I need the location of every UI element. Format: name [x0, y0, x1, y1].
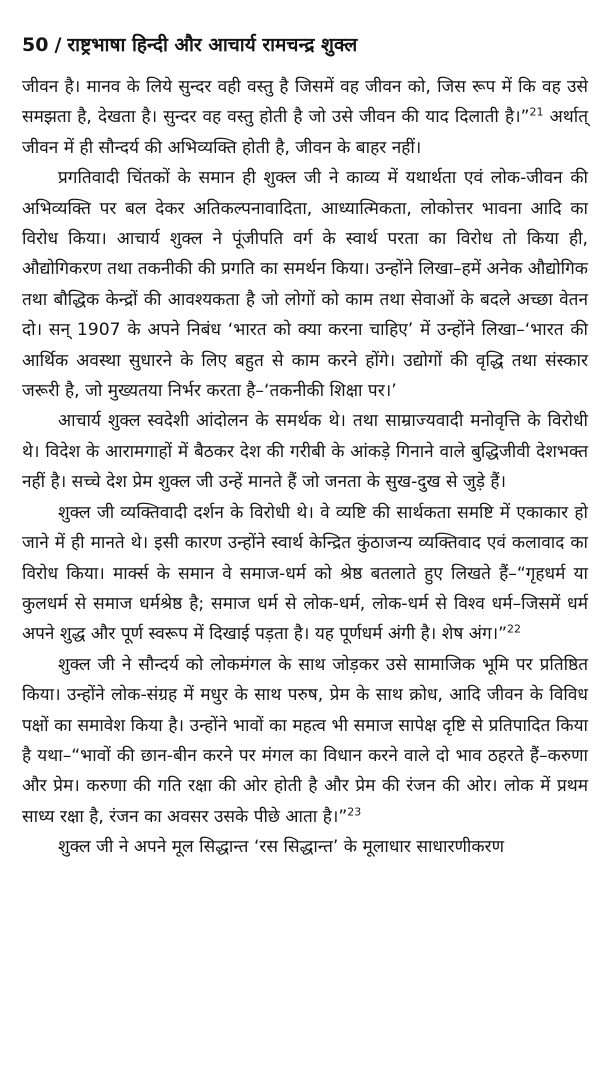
text-run: जीवन है। मानव के लिये सुन्दर वही वस्तु है जिसमें वह जीवन को, जिस रूप में कि वह उसे समझता है, देखता है। सुन्दर वह वस्तु होती है जो उसे जीवन की याद दिलाती है।” — [22, 77, 588, 128]
paragraph — [22, 163, 588, 406]
paragraph — [22, 832, 588, 862]
book-page — [22, 28, 588, 1058]
text-run: शुक्ल जी ने सौन्दर्य को लोकमंगल के साथ जोड़कर उसे सामाजिक भूमि पर प्रतिष्ठित किया। उन्होंने लोक-संग्रह में मधुर के साथ परुष, प्रेम के साथ क्रोध, आदि जीवन के विविध पक्षों का समावेश किया है। उन्होंने भावों का महत्व भी समाज सापेक्ष दृष्टि से प्रतिपादित किया है यथा–“भावों की छान-बीन करने पर मंगल का विधान करने वाले दो भाव ठहरते हैं–करुणा और प्रेम। करुणा की गति रक्षा की ओर होती है और प्रेम की रंजन की ओर। लोक में प्रथम साध्य रक्षा है, रंजन का अवसर उसके पीछे आता है।” — [22, 654, 588, 827]
paragraph — [22, 650, 588, 832]
header-separator: / — [54, 34, 62, 56]
text-run: अर्थात् जीवन में ही सौन्दर्य की अभिव्यक्ति होती है, जीवन के बाहर नहीं। — [22, 107, 588, 158]
page-number: 50 — [22, 34, 49, 56]
text-run: शुक्ल जी व्यक्तिवादी दर्शन के विरोधी थे। वे व्यष्टि की सार्थकता समष्टि में एकाकार हो जाने में ही मानते थे। इसी कारण उन्होंने स्वार्थ केन्द्रित कुंठाजन्य व्यक्तिवाद एवं कलावाद का विरोध किया। मार्क्स के समान वे समाज-धर्म को श्रेष्ठ बतलाते हुए लिखते हैं–“गृहधर्म या कुलधर्म से समाज धर्मश्रेष्ठ है; समाज धर्म से लोक-धर्म, लोक-धर्म से विश्व धर्म–जिसमें धर्म अपने शुद्ध और पूर्ण स्वरूप में दिखाई पड़ता है। यह पूर्णधर्म अंगी है। शेष अंग।” — [22, 502, 588, 645]
paragraph — [22, 406, 588, 497]
running-header — [22, 28, 588, 72]
footnote-ref: 22 — [507, 622, 522, 636]
footnote-ref: 23 — [347, 805, 362, 819]
text-run: प्रगतिवादी चिंतकों के समान ही शुक्ल जी ने काव्य में यथार्थता एवं लोक-जीवन की अभिव्यक्ति पर बल देकर अतिकल्पनावादिता, आध्यात्मिकता, लोकोत्तर भावना आदि का विरोध किया। आचार्य शुक्ल ने पूंजीपति वर्ग के स्वार्थ परता का विरोध तो किया ही, औद्योगिकरण तथा तकनीकी की प्रगति का समर्थन किया। उन्होंने लिखा–हमें अनेक औद्योगिक तथा बौद्धिक केन्द्रों की आवश्यकता है जो लोगों को काम तथा सेवाओं के बदले अच्छा वेतन दो। सन् 1907 के अपने निबंध ‘भारत को क्या करना चाहिए’ में उन्होंने लिखा–‘भारत की आर्थिक अवस्था सुधारने के लिए बहुत से काम करने होंगे। उद्योगों की वृद्धि तथा संस्कार जरूरी है, जो मुख्यतया निर्भर करता है–‘तकनीकी शिक्षा पर।’ — [22, 168, 588, 402]
body-text — [22, 72, 588, 863]
book-title: राष्ट्रभाषा हिन्दी और आचार्य रामचन्द्र शुक्ल — [67, 34, 358, 56]
text-run: शुक्ल जी ने अपने मूल सिद्धान्त ‘रस सिद्धान्त’ के मूलाधार साधारणीकरण — [58, 837, 505, 858]
text-run: आचार्य शुक्ल स्वदेशी आंदोलन के समर्थक थे। तथा साम्राज्यवादी मनोवृत्ति के विरोधी थे। विदेश के आरामगाहों में बैठकर देश की गरीबी के आंकड़े गिनाने वाले बुद्धिजीवी देशभक्त नहीं है। सच्चे देश प्रेम शुक्ल जी उन्हें मानते हैं जो जनता के सुख-दुख से जुड़े हैं। — [22, 411, 588, 493]
footnote-ref: 21 — [529, 105, 544, 119]
paragraph — [22, 72, 588, 163]
paragraph — [22, 498, 588, 650]
